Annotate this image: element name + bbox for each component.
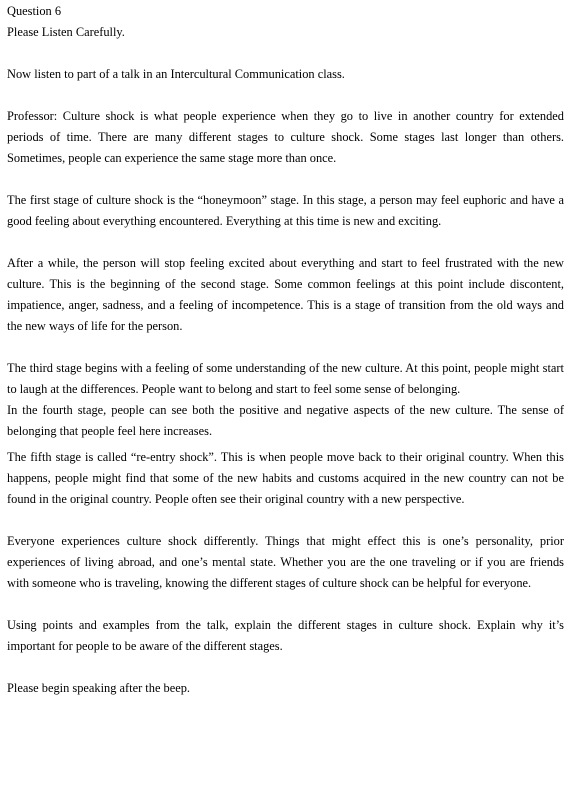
paragraph-fourth-stage: In the fourth stage, people can see both the positive and negative aspects of the new culture. The sense of belonging that people feel here increases. [7,403,564,438]
spacer [7,510,564,531]
spacer [7,169,564,190]
paragraph-professor-intro: Professor: Culture shock is what people experience when they go to live in another country for extended periods of time. There are many different stages to culture shock. Some stages last longer than others. Sometimes, people can experience the same stage more than once. [7,109,564,165]
spacer [7,43,564,64]
task-prompt: Using points and examples from the talk, explain the different stages in culture shock. Explain why it’s important for people to be aware of the different stages. [7,618,564,653]
paragraph-third-stage: The third stage begins with a feeling of some understanding of the new culture. At this point, people might start to laugh at the differences. People want to belong and start to feel some sense of belonging. [7,361,564,396]
closing-instruction: Please begin speaking after the beep. [7,681,191,695]
paragraph-conclusion: Everyone experiences culture shock differently. Things that might effect this is one’s personality, prior experiences of living abroad, and one’s mental state. Whether you are the one traveling or if you are friends with someone who is traveling, knowing the different stages of culture shock can be helpful for everyone. [7,534,564,590]
talk-intro: Now listen to part of a talk in an Intercultural Communication class. [7,67,345,81]
paragraph-second-stage: After a while, the person will stop feeling excited about everything and start to feel frustrated with the new culture. This is the beginning of the second stage. Some common feelings at this point include discontent, impatience, anger, sadness, and a feeling of incompetence. This is a stage of transition from the old ways and the new ways of life for the person. [7,256,564,333]
question-number: Question 6 [7,4,62,18]
listening-instruction: Please Listen Carefully. [7,25,125,39]
spacer [7,594,564,615]
spacer [7,657,564,678]
paragraph-fifth-stage: The fifth stage is called “re-entry shock”. This is when people move back to their original country. When this happens, people might find that some of the new habits and customs acquired in the new country can not be found in the original country. People often see their original country with a new perspective. [7,450,564,506]
spacer [7,232,564,253]
spacer [7,337,564,358]
paragraph-first-stage: The first stage of culture shock is the “honeymoon” stage. In this stage, a person may feel euphoric and have a good feeling about everything encountered. Everything at this time is new and exciting. [7,193,564,228]
document-body [7,1,564,699]
spacer [7,85,564,106]
